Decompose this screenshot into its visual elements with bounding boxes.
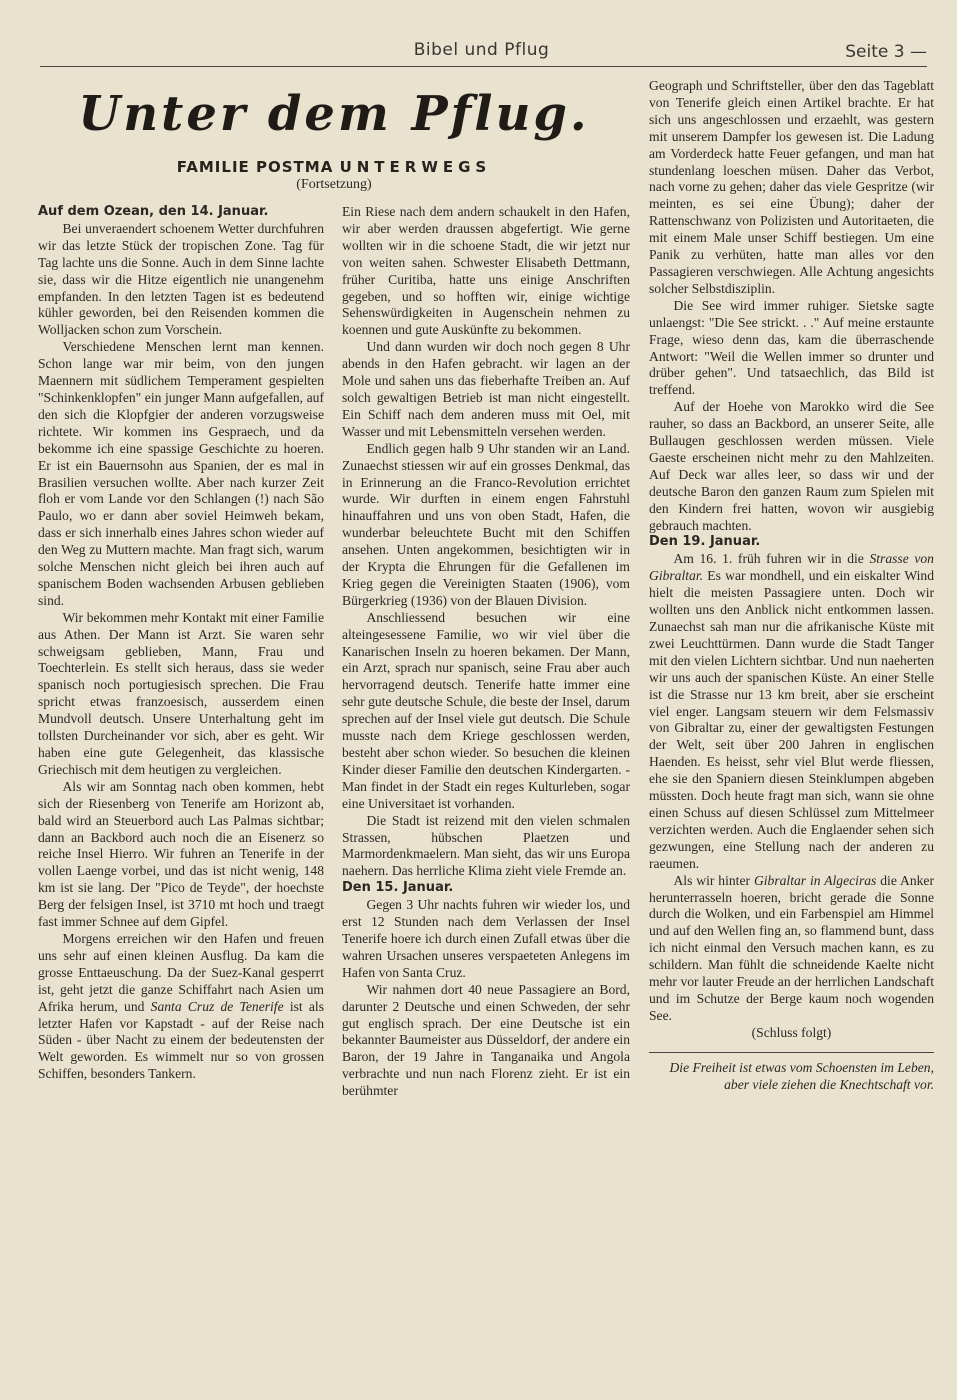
text-run: Als wir hinter	[673, 872, 754, 888]
text-run: Morgens erreichen wir den Hafen und freuen uns sehr auf einen kleinen Ausflug. Da kam die grosse Enttaeuschung. Da der Suez-Kanal gesperrt ist, geht jetzt die ganze Schiffahrt nach Asien um Afrika herum, und	[38, 930, 324, 1014]
paragraph: Auf der Hoehe von Marokko wird die See rauher, so dass an Backbord, an unserer Seite, alle Bullaugen geschlossen werden müssen. Viele Gaeste erscheinen nicht mehr zu den Mahlzeiten. Auf Deck war alles leer, so dass wir und der deutsche Baron den ganzen Raum zum Spielen mit den Kindern frei hatten, wovon wir ausgiebig gebrauch machten.	[649, 399, 934, 533]
paragraph: Und dann wurden wir doch noch gegen 8 Uhr abends in den Hafen gebracht. wir lagen an der Mole und sahen uns das fieberhafte Treiben an. Auf solch gewaltigen Betrieb ist man nicht eingestellt. Ein Schiff nach dem anderen muss mit Oel, mit Wasser und mit Lebensmitteln versehen werden.	[342, 339, 630, 439]
header-rule	[40, 66, 927, 67]
paragraph	[649, 873, 934, 1025]
publication-title: Bibel und Pflug	[413, 40, 550, 60]
paragraph: Geograph und Schriftsteller, über den das Tageblatt von Tenerife gleich einen Artikel brachte. Er hat sich uns angeschlossen und erzaehlt, was gestern mit unserem Dampfer los gewesen ist. Die Ladung am Vorderdeck hatte Feuer gefangen, und man hat stundenlang loeschen müsen. Daher das Verbot, nach vorne zu gehen; daher das viele Gespritze (wir meinten, es sei eine Übung); daher der Rattenschwanz von Polizisten und Autoritaeten, die mit einem Male unser Schiff bestiegen. Um eine Panik zu verhüten, hatte man alles vor den Passagieren verschwiegen. Alle Achtung angesichts solcher Selbstdisziplin.	[649, 78, 934, 296]
paragraph: Gegen 3 Uhr nachts fuhren wir wieder los, und erst 12 Stunden nach dem Verlassen der Insel Tenerife hoere ich durch einen Zufall etwas über die wahren Ursachen unseres verspaeteten Anlegens im Hafen von Santa Cruz.	[342, 897, 630, 980]
paragraph: Wir bekommen mehr Kontakt mit einer Familie aus Athen. Der Mann ist Arzt. Sie waren sehr schweigsam geblieben, Mann, Frau und Toechterlein. Es stellt sich heraus, dass sie weder spanisch noch portugiesisch sprechen. Die Frau spricht etwas franzoesisch, ausserdem einen Mundvoll deutsch. Unsere Unterhaltung geht im tollsten Durcheinander vor sich, aber es geht. Wir haben eine gute Gelegenheit, das klassische Griechisch mit dem heutigen zu vergleichen.	[38, 609, 324, 777]
paragraph	[649, 551, 934, 872]
text-run: ist als letzter Hafen vor Kapstadt - auf der Reise nach Süden - über Nacht zu einem der bedeutensten der Welt geworden. Es wimmelt nur so von grossen Schiffen, besonders Tankern.	[38, 998, 324, 1082]
dateline-19-januar: Den 19. Januar.	[649, 534, 761, 550]
paragraph: Die See wird immer ruhiger. Sietske sagte unlaengst: "Die See strickt. . ." Auf meine erstaunte Frage, wieso denn das, kam die überraschende Antwort: "Weil die Wellen immer so drunter und drüber gehen". Und tatsaechlich, das Bild ist treffend.	[649, 297, 934, 398]
text-run: Am 16. 1. früh fuhren wir in die	[673, 551, 870, 567]
paragraph: Endlich gegen halb 9 Uhr standen wir an Land. Zunaechst stiessen wir auf ein grosses Denkmal, das in Erinnerung an die Franco-Revolution errichtet wurde. Wir durften in einem engen Fahrstuhl hinauffahren und uns von oben Stadt, Hafen, die wunderbar beleuchtete Bucht mit den Schiffen ansehen. Unten angekommen, besichtigten wir in der Krypta die Ehrungen für die Gefallenen im Krieg gegen die Vereinigten Staaten (1906), vom Bürgerkrieg (1936) von der Blauen Division.	[342, 440, 630, 608]
column-2	[342, 204, 630, 1100]
article-title-part2: UNTERWEGS	[339, 158, 492, 176]
page-number: Seite 3 —	[845, 42, 927, 62]
text-run: Es war mondhell, und ein eiskalter Wind hielt die meisten Passagiere unten. Doch wir wollten uns den Anblick nicht entkommen lassen. Zunaechst sah man nur die afrikanische Küste mit zwei Leuchttürmen. Dann wurde die Stadt Tanger mit den vielen Lichtern sichtbar. Und nun naeherten wir uns auch der spanischen Küste. An einer Stelle ist die Strasse nur 13 km breit, aber sie erscheint viel enger. Langsam steuern wir dem Felsmassiv von Gibraltar zu, einer der gewaltigsten Festungen der Welt, seit über 200 Jahren in englischen Haenden. Es heisst, sehr viel Blut werde fliessen, ehe sie den Spaniern diesen Steinklumpen abgeben müssten. Doch heute fragt man sich, wann sie ohne einen Schuss auf diesen Schlüssel zum Mittelmeer verzichten werden. Auch die Englaender sehen sich gezwungen, eine Stellung nach der anderen zu raeumen.	[649, 568, 934, 871]
quote-divider	[649, 1052, 934, 1053]
paragraph: Wir nahmen dort 40 neue Passagiere an Bord, darunter 2 Deutsche und einen Schweden, der sehr gut englisch sprach. Der eine Deutsche ist ein bekannter Baumeister aus Düsseldorf, der andere ein Baron, der 19 Jahre in Tanganaika und Angola verbrachte und nun nach Florenz zieht. Er ist ein berühmter	[342, 981, 630, 1099]
paragraph: Bei unveraendert schoenem Wetter durchfuhren wir das letzte Stück der tropischen Zone. Tag für Tag lachte uns die Sonne. Auch in dem Sinne lachte sie, dass wir die Hitze eigentlich nie unangenehm empfanden. In den letzten Tagen ist es bedeutend kühler geworden, bei den Reisenden kommen die Wolljacken schon zum Vorschein.	[38, 220, 324, 338]
article-title-part1: FAMILIE POSTMA	[176, 158, 334, 176]
paragraph: Als wir am Sonntag nach oben kommen, hebt sich der Riesenberg von Tenerife am Horizont ab, bald wird an Steuerbord auch Las Palmas sichtbar; dann an Backbord auch noch die an Eisenerz so reiche Insel Hierro. Wir fuhren an Tenerife in der vollen Laenge vorbei, und das ist nicht wenig, 148 km ist sie lang. Der "Pico de Teyde", der hoechste Berg der felsigen Insel, ist 3710 mt hoch und traegt fast immer Schnee auf dem Gipfel.	[38, 778, 324, 930]
page-header	[36, 40, 927, 66]
italic-place-name: Santa Cruz de Tenerife	[150, 998, 284, 1014]
to-be-continued-note: (Schluss folgt)	[751, 1024, 832, 1040]
continuation-note: (Fortsetzung)	[296, 177, 372, 192]
italic-place-name: Gibraltar in Algeciras	[753, 872, 877, 888]
paragraph: Die Stadt ist reizend mit den vielen schmalen Strassen, hübschen Plaetzen und Marmordenkmaelern. Man sieht, das wir uns Europa naehern. Das herrliche Klima zieht viele Fremde an.	[342, 812, 630, 879]
masthead-title: Unter dem Pflug.	[78, 86, 590, 142]
article-title	[38, 158, 630, 176]
column-1	[38, 204, 324, 1083]
paragraph: Anschliessend besuchen wir eine alteingesessene Familie, wo wir viel über die Kanarischen Inseln zu hoeren bekamen. Der Mann, ein Arzt, sprach nur spanisch, seine Frau aber auch hervorragend deutsch. Tenerife hatte immer eine sehr gute deutsche Schule, die beste der Insel, darum sprechen auf der Insel viele gut deutsch. Die Schule musste nach dem Kriege geschlossen werden, besteht aber schon wieder. So besuchen die kleinen Kinder dieser Familie den deutschen Kindergarten. - Man findet in der Stadt ein reges Kulturleben, sogar eine Universitaet ist vorhanden.	[342, 609, 630, 811]
paragraph: Verschiedene Menschen lernt man kennen. Schon lange war mir beim, von den jungen Maennern mit südlichem Temperament gespielten "Schinkenklopfen" ein junger Mann aufgefallen, auf den sich die Klopfgier der anderen vorzugsweise richtete. Wir kommen ins Gespraech, und da bekomme ich eine spassige Geschichte zu hoeren. Er ist ein Bauernsohn aus Spanien, der es mal in Brasilien versuchen wollte. Aber nach kurzer Zeit floh er vom Lande vor den Schlangen (!) nach São Paulo, wo er dann aber soviel Heimweh bekam, dass er sich innerhalb eines Jahres schon wieder auf den Weg zu Muttern machte. Man fragt sich, warum solche Menschen nicht gleich bei ihren auch auf spanischem Boden wachsenden Arbusen geblieben sind.	[38, 339, 324, 608]
column-3	[649, 78, 934, 1093]
dateline-15-januar: Den 15. Januar.	[342, 880, 454, 896]
section-masthead	[38, 78, 630, 160]
italic-place-name: Strasse von Gibraltar.	[649, 551, 934, 584]
paragraph	[38, 931, 324, 1083]
paragraph: Ein Riese nach dem andern schaukelt in den Hafen, wir aber werden draussen abgefertigt. Wie gerne wollten wir in die schoene Stadt, die wir jetzt nur von weiten sahen. Schwester Elisabeth Dettmann, früher Curitiba, hatte uns einige Anschriften gegeben, und so hofften wir, einige wichtige Sehenswürdigkeiten in Augenschein nehmen zu koennen und gute Auskünfte zu bekommen.	[342, 204, 630, 338]
closing-quote: Die Freiheit ist etwas vom Schoensten im Leben, aber viele ziehen die Knechtschaft vor.	[669, 1059, 934, 1092]
dateline-14-januar: Auf dem Ozean, den 14. Januar.	[38, 204, 269, 219]
text-run: die Anker herunterrasseln hoeren, bricht gerade die Sonne durch die Wolken, und ein Farbenspiel am Himmel und auf den Wellen fing an, so flammend bunt, dass ich nicht einmal den Versuch machen kann, es zu schildern. Man fühlt die schneidende Kaelte nicht mehr vor lauter Freude an der herrlichen Landschaft und im Schutze der Berge kaum noch wogenden See.	[649, 872, 934, 1023]
